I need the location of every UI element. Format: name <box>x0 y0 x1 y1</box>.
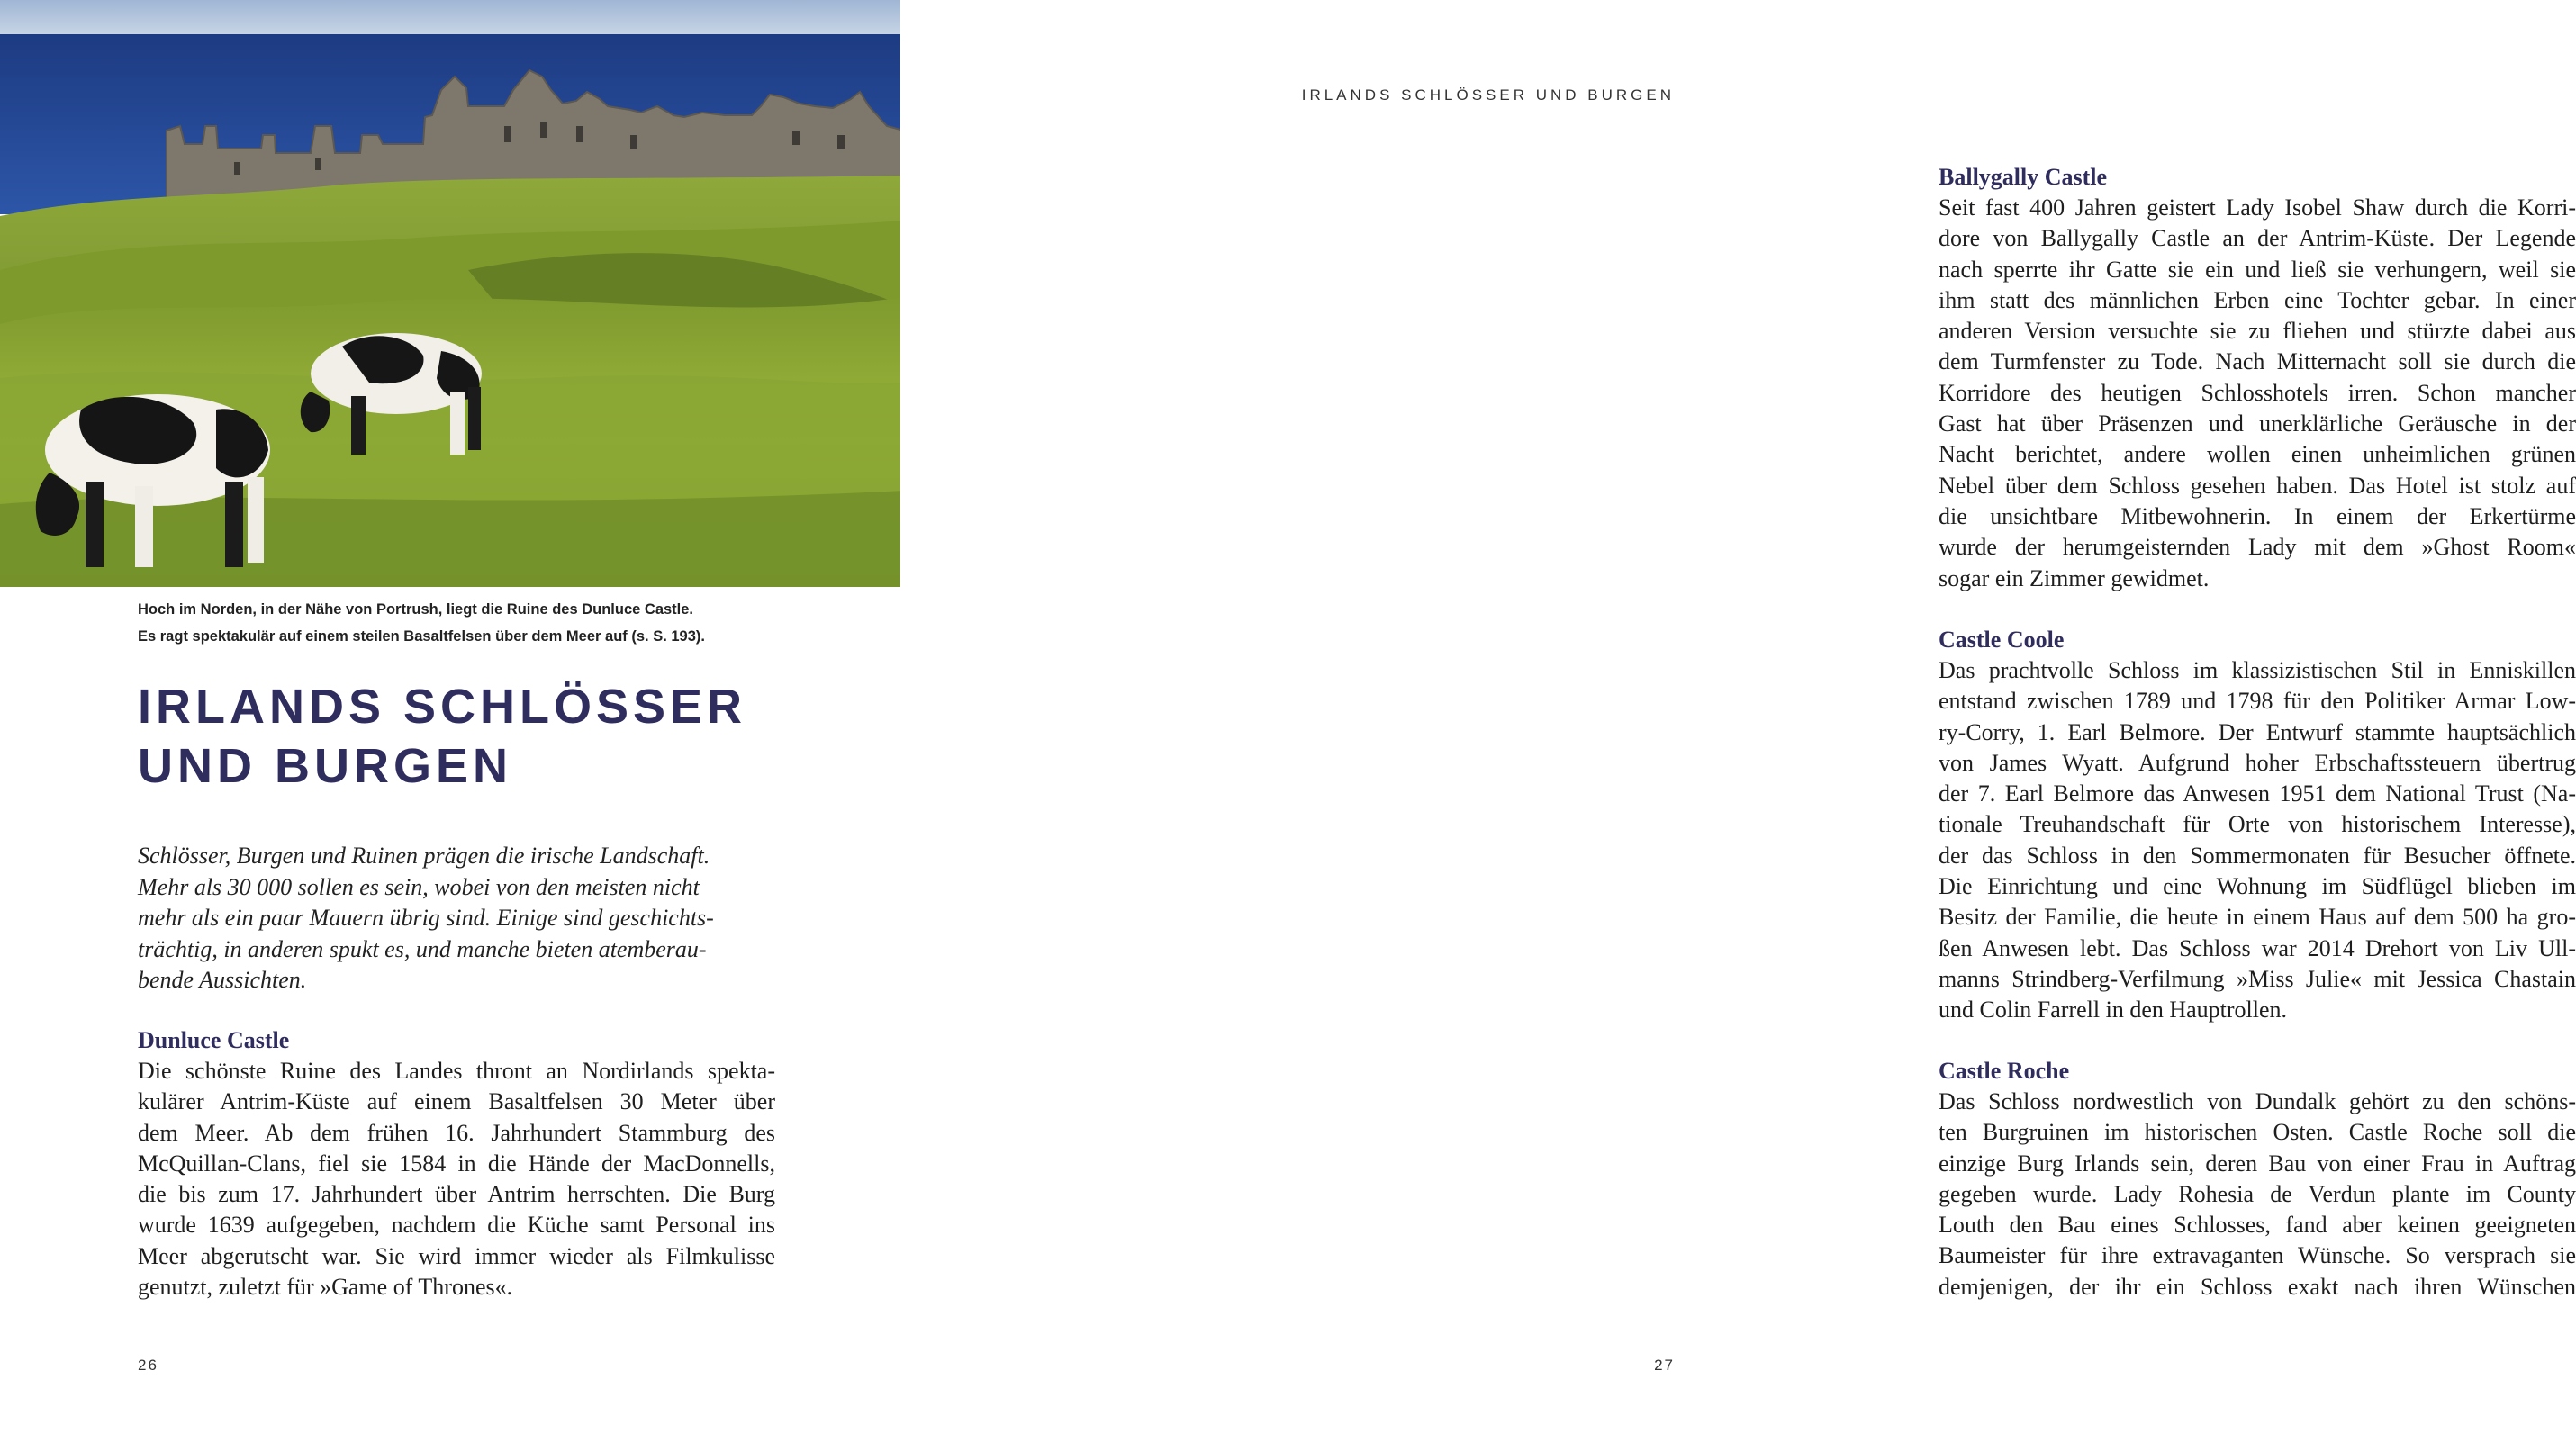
section-body <box>1939 1087 2576 1303</box>
section-body <box>138 1056 775 1303</box>
body-line: Nebel über dem Schloss gesehen haben. Das Hotel ist stolz auf <box>1939 472 2576 499</box>
section-dunluce-castle <box>138 1025 775 1303</box>
body-line: ry-Corry, 1. Earl Belmore. Der Entwurf stammte hauptsächlich <box>1939 718 2576 745</box>
lead-line: Mehr als 30 000 sollen es sein, wobei von den meisten nicht <box>138 873 700 900</box>
body-line: Das prachtvolle Schloss im klassizistischen Stil in Enniskillen <box>1939 657 2576 683</box>
body-line: dore von Ballygally Castle an der Antrim-Küste. Der Legende <box>1939 225 2576 252</box>
section-ballygally-castle <box>1939 162 2576 594</box>
body-line: Baumeister für ihre extravaganten Wünsche. So versprach sie <box>1939 1242 2576 1269</box>
body-line: Meer abgerutscht war. Sie wird immer wieder als Filmkulisse <box>138 1242 775 1269</box>
caption-line: Es ragt spektakulär auf einem steilen Basaltfelsen über dem Meer auf (s. S. 193). <box>138 628 705 645</box>
section-castle-roche <box>1939 1056 2576 1303</box>
body-line: kulärer Antrim-Küste auf einem Basaltfelsen 30 Meter über <box>138 1088 775 1115</box>
body-line: ihm statt des männlichen Erben eine Tochter gebar. In einer <box>1939 286 2576 313</box>
left-page <box>0 0 900 1434</box>
body-line: Louth den Bau eines Schlosses, fand aber keinen geeigneten <box>1939 1212 2576 1239</box>
lead-line: mehr als ein paar Mauern übrig sind. Einige sind geschichts- <box>138 905 714 931</box>
section-body <box>1939 655 2576 1026</box>
photo-illustration <box>0 0 904 587</box>
body-line: tionale Treuhandschaft für Orte von historischem Interesse), <box>1939 811 2576 838</box>
body-line: Besitz der Familie, die heute in einem Haus auf dem 500 ha gro- <box>1939 904 2576 931</box>
dunluce-castle-photo <box>0 0 904 587</box>
section-heading: Dunluce Castle <box>138 1027 290 1053</box>
body-line: die unsichtbare Mitbewohnerin. In einem der Erkertürme <box>1939 502 2576 529</box>
body-line: die bis zum 17. Jahrhundert über Antrim herrschten. Die Burg <box>138 1181 775 1208</box>
body-line: der das Schloss in den Sommermonaten für Besucher öffnete. <box>1939 842 2576 869</box>
body-line: Das Schloss nordwestlich von Dundalk gehört zu den schöns- <box>1939 1088 2576 1114</box>
body-line: ßen Anwesen lebt. Das Schloss war 2014 Drehort von Liv Ull- <box>1939 934 2576 961</box>
section-heading: Castle Coole <box>1939 627 2065 653</box>
lead-line: trächtig, in anderen spukt es, und manche bieten atemberau- <box>138 935 707 962</box>
body-line: nach sperrte ihr Gatte sie ein und ließ sie verhungern, weil sie <box>1939 256 2576 283</box>
body-line: dem Meer. Ab dem frühen 16. Jahrhundert Stammburg des <box>138 1119 775 1146</box>
body-line: sogar ein Zimmer gewidmet. <box>1939 564 2210 591</box>
body-line: demjenigen, der ihr ein Schloss exakt nach ihren Wünschen <box>1939 1273 2576 1300</box>
body-line: manns Strindberg-Verfilmung »Miss Julie« mit Jessica Chastain <box>1939 965 2576 992</box>
body-line: dem Turmfenster zu Tode. Nach Mitternacht soll sie durch die <box>1939 348 2576 375</box>
body-line: Seit fast 400 Jahren geistert Lady Isobel Shaw durch die Korri- <box>1939 194 2576 221</box>
running-head: IRLANDS SCHLÖSSER UND BURGEN <box>1301 86 1675 104</box>
body-line: wurde der herumgeisternden Lady mit dem »Ghost Room« <box>1939 534 2576 561</box>
body-line: der 7. Earl Belmore das Anwesen 1951 dem National Trust (Na- <box>1939 780 2576 807</box>
body-line: und Colin Farrell in den Hauptrollen. <box>1939 997 2288 1024</box>
body-line: genutzt, zuletzt für »Game of Thrones«. <box>138 1274 513 1301</box>
body-line: gegeben wurde. Lady Rohesia de Verdun plante im County <box>1939 1180 2576 1207</box>
body-line: ten Burgruinen im historischen Osten. Castle Roche soll die <box>1939 1119 2576 1146</box>
body-line: von James Wyatt. Aufgrund hoher Erbschaftssteuern übertrug <box>1939 749 2576 776</box>
section-body <box>1939 193 2576 594</box>
chapter-title-line: UND BURGEN <box>138 739 513 793</box>
page-number: 27 <box>1654 1357 1675 1374</box>
caption-line: Hoch im Norden, in der Nähe von Portrush, liegt die Ruine des Dunluce Castle. <box>138 601 694 618</box>
section-heading: Castle Roche <box>1939 1058 2070 1084</box>
body-line: Gast hat über Präsenzen und unerklärliche Geräusche in der <box>1939 410 2576 437</box>
body-line: Die schönste Ruine des Landes thront an Nordirlands spekta- <box>138 1058 775 1084</box>
body-line: wurde 1639 aufgegeben, nachdem die Küche samt Personal ins <box>138 1212 775 1239</box>
page-number: 26 <box>138 1357 158 1374</box>
body-line: einzige Burg Irlands sein, deren Bau von einer Frau in Auftrag <box>1939 1150 2576 1177</box>
photo-caption <box>138 596 786 650</box>
lead-line: bende Aussichten. <box>138 967 307 993</box>
chapter-title-line: IRLANDS SCHLÖSSER <box>138 680 747 734</box>
right-page <box>900 0 2576 1434</box>
chapter-lead <box>138 841 768 997</box>
body-line: McQuillan-Clans, fiel sie 1584 in die Hände der MacDonnells, <box>138 1150 775 1177</box>
body-line: entstand zwischen 1789 und 1798 für den Politiker Armar Low- <box>1939 688 2576 715</box>
body-line: Korridore des heutigen Schlosshotels irren. Schon mancher <box>1939 379 2576 406</box>
body-line: Nacht berichtet, andere wollen einen unheimlichen grünen <box>1939 441 2576 468</box>
section-heading: Ballygally Castle <box>1939 164 2108 190</box>
section-castle-coole <box>1939 625 2576 1026</box>
lead-line: Schlösser, Burgen und Ruinen prägen die irische Landschaft. <box>138 843 710 869</box>
body-line: anderen Version versuchte sie zu fliehen und stürzte dabei aus <box>1939 318 2576 345</box>
body-line: Die Einrichtung und eine Wohnung im Südflügel blieben im <box>1939 873 2576 900</box>
chapter-title <box>138 677 858 796</box>
